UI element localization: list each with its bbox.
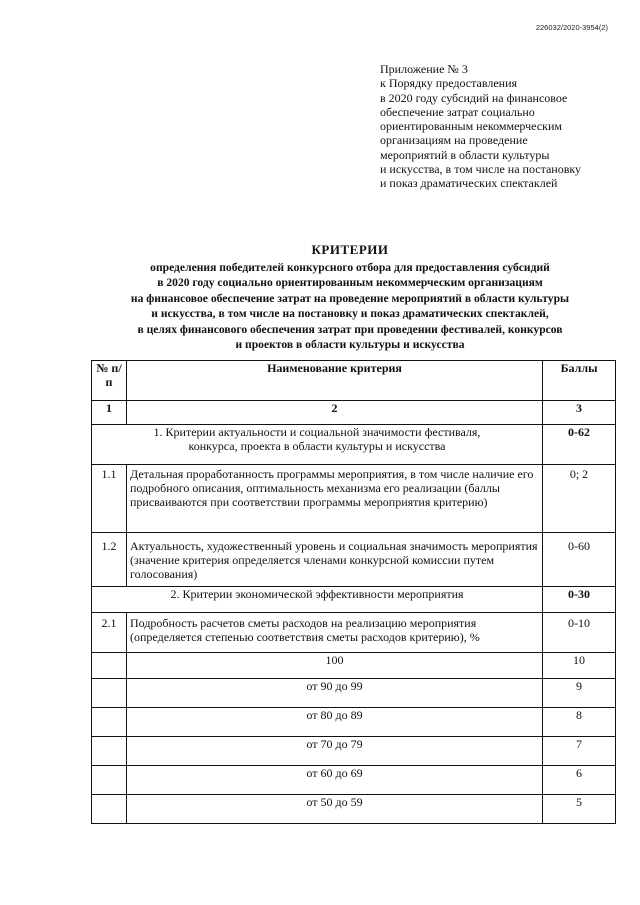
row-text: Детальная проработанность программы мероприятия, в том числе наличие его подробного описания, оптимальность механизма его реализации (баллы присваиваются при соответствии программы мероприятия критерию) xyxy=(127,465,543,533)
section-row-2 xyxy=(92,587,616,613)
appendix-line: обеспечение затрат социально xyxy=(380,104,535,119)
range-label: от 70 до 79 xyxy=(127,737,543,766)
row-num: 1.1 xyxy=(92,465,127,533)
range-score: 5 xyxy=(543,795,616,824)
section-2-title: 2. Критерии экономической эффективности мероприятия xyxy=(92,587,543,613)
row-score: 0-10 xyxy=(543,613,616,653)
appendix-line: и искусства, в том числе на постановку xyxy=(380,162,582,177)
range-score: 8 xyxy=(543,708,616,737)
range-label: 100 xyxy=(127,653,543,679)
range-score: 6 xyxy=(543,766,616,795)
table-row xyxy=(92,613,616,653)
row-text: Актуальность, художественный уровень и социальная значимость мероприятия (значение критерия определяется членами конкурсной комиссии путем голосования) xyxy=(127,533,543,587)
section-row-1 xyxy=(92,425,616,465)
appendix-line: в 2020 году субсидий на финансовое xyxy=(380,90,568,105)
row-text: Подробность расчетов сметы расходов на реализацию мероприятия (определяется степенью соответствия сметы расходов критерию), % xyxy=(127,613,543,653)
range-num xyxy=(92,737,127,766)
index-row xyxy=(92,401,616,425)
appendix-line: Приложение № 3 xyxy=(380,62,468,76)
title-line: на финансовое обеспечение затрат на проведение мероприятий в области культуры xyxy=(130,291,570,305)
document-title xyxy=(60,242,640,352)
range-label: от 90 до 99 xyxy=(127,679,543,708)
header-name: Наименование критерия xyxy=(127,361,543,401)
row-score: 0; 2 xyxy=(543,465,616,533)
range-score: 7 xyxy=(543,737,616,766)
section-1-title: 1. Критерии актуальности и социальной значимости фестиваля, конкурса, проекта в области культуры и искусства xyxy=(92,425,543,465)
header-score: Баллы xyxy=(543,361,616,401)
appendix-line: мероприятий в области культуры xyxy=(380,147,550,162)
range-row xyxy=(92,708,616,737)
appendix-line: к Порядку предоставления xyxy=(380,76,518,91)
range-row xyxy=(92,766,616,795)
title-line: и проектов в области культуры и искусства xyxy=(235,338,465,352)
range-num xyxy=(92,795,127,824)
index-num: 1 xyxy=(92,401,127,425)
title-line: в 2020 году социально ориентированным некоммерческим организациям xyxy=(157,276,543,290)
appendix-line: и показ драматических спектаклей xyxy=(380,176,558,191)
table-row xyxy=(92,465,616,533)
section-1-score: 0-62 xyxy=(543,425,616,465)
row-num: 1.2 xyxy=(92,533,127,587)
table-row xyxy=(92,533,616,587)
index-name: 2 xyxy=(127,401,543,425)
title-line: в целях финансового обеспечения затрат при проведении фестивалей, конкурсов xyxy=(137,322,563,336)
row-num: 2.1 xyxy=(92,613,127,653)
title-line: определения победителей конкурсного отбора для предоставления субсидий xyxy=(150,261,550,274)
range-num xyxy=(92,679,127,708)
range-label: от 60 до 69 xyxy=(127,766,543,795)
range-row xyxy=(92,653,616,679)
index-score: 3 xyxy=(543,401,616,425)
range-num xyxy=(92,708,127,737)
title-line: и искусства, в том числе на постановку и показ драматических спектаклей, xyxy=(151,307,549,321)
row-score: 0-60 xyxy=(543,533,616,587)
title-heading: КРИТЕРИИ xyxy=(311,242,389,257)
range-row xyxy=(92,795,616,824)
document-number: 226032/2020-3954(2) xyxy=(535,23,608,32)
range-num xyxy=(92,653,127,679)
section-2-score: 0-30 xyxy=(543,587,616,613)
range-score: 9 xyxy=(543,679,616,708)
range-label: от 80 до 89 xyxy=(127,708,543,737)
range-row xyxy=(92,679,616,708)
range-row xyxy=(92,737,616,766)
range-label: от 50 до 59 xyxy=(127,795,543,824)
criteria-table xyxy=(91,360,616,824)
range-score: 10 xyxy=(543,653,616,679)
table-header-row xyxy=(92,361,616,401)
appendix-line: ориентированным некоммерческим xyxy=(380,119,562,134)
header-num: № п/п xyxy=(92,361,127,401)
range-num xyxy=(92,766,127,795)
appendix-line: организациям на проведение xyxy=(380,133,528,148)
appendix-note xyxy=(380,62,630,191)
